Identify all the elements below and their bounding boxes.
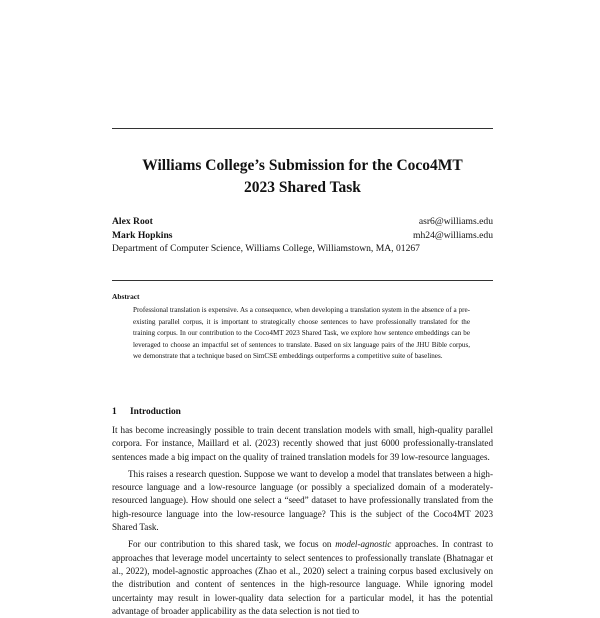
top-rule	[112, 128, 493, 129]
paragraph: It has become increasingly possible to train decent translation models with small, high-quality parallel corpora. For instance, Maillard et al. (2023) recently showed that just 6000 professionally-translated sentences made a big impact on the quality of trained translation models for 39 low-resource languages.	[112, 425, 493, 462]
section-heading	[112, 406, 181, 418]
paragraph-text: For our contribution to this shared task, we focus on	[128, 539, 336, 550]
abstract-heading: Abstract	[112, 292, 140, 301]
paragraph	[112, 538, 493, 618]
section-number: 1	[112, 407, 117, 417]
author-row	[112, 215, 493, 228]
affiliation: Department of Computer Science, Williams College, Williamstown, MA, 01267	[112, 243, 420, 254]
section-title: Introduction	[130, 407, 181, 417]
author-name: Mark Hopkins	[112, 230, 173, 241]
emphasis-term: model-agnostic	[335, 539, 392, 550]
abstract-text: Professional translation is expensive. As a consequence, when developing a translation system in the absence of a pre-existing parallel corpus, it is important to strategically choose sentences to have professionally translated for the training corpus. In our contribution to the Coco4MT 2023 Shared Task, we explore how sentence embeddings can be leveraged to choose an impactful set of sentences to translate. Based on six language pairs of the JHU Bible corpus, we demonstrate that a technique based on SimCSE embeddings outperforms a competitive suite of baselines.	[133, 306, 470, 361]
paper-title	[112, 155, 493, 199]
title-line-1: Williams College’s Submission for the Coco4MT	[142, 157, 463, 174]
abstract-rule	[112, 280, 493, 281]
author-row	[112, 229, 493, 242]
title-line-2: 2023 Shared Task	[244, 179, 361, 196]
paragraph-text: approaches. In contrast to approaches that leverage model uncertainty to select sentences to professionally translate (Bhatnagar et al., 2022), model-agnostic approaches (Zhao et al., 2020) select a training corpus based exclusively on the distribution and content of sentences in the high-resource language. While ignoring model uncertainty may result in lower-quality data selection for a particular model, it has the potential advantage of broader applicability as the data selection is not tied to	[112, 539, 493, 616]
author-name: Alex Root	[112, 216, 153, 227]
paragraph: This raises a research question. Suppose we want to develop a model that translates between a high-resource language and a low-resource language (or possibly a specialized domain of a moderately-resourced language). How should one select a “seed” dataset to have professionally translated from the high-resource language into the low-resource language? This is the subject of the Coco4MT 2023 Shared Task.	[112, 468, 493, 533]
body-text	[112, 424, 493, 618]
author-email[interactable]: mh24@williams.edu	[413, 230, 493, 241]
author-email[interactable]: asr6@williams.edu	[418, 216, 493, 227]
